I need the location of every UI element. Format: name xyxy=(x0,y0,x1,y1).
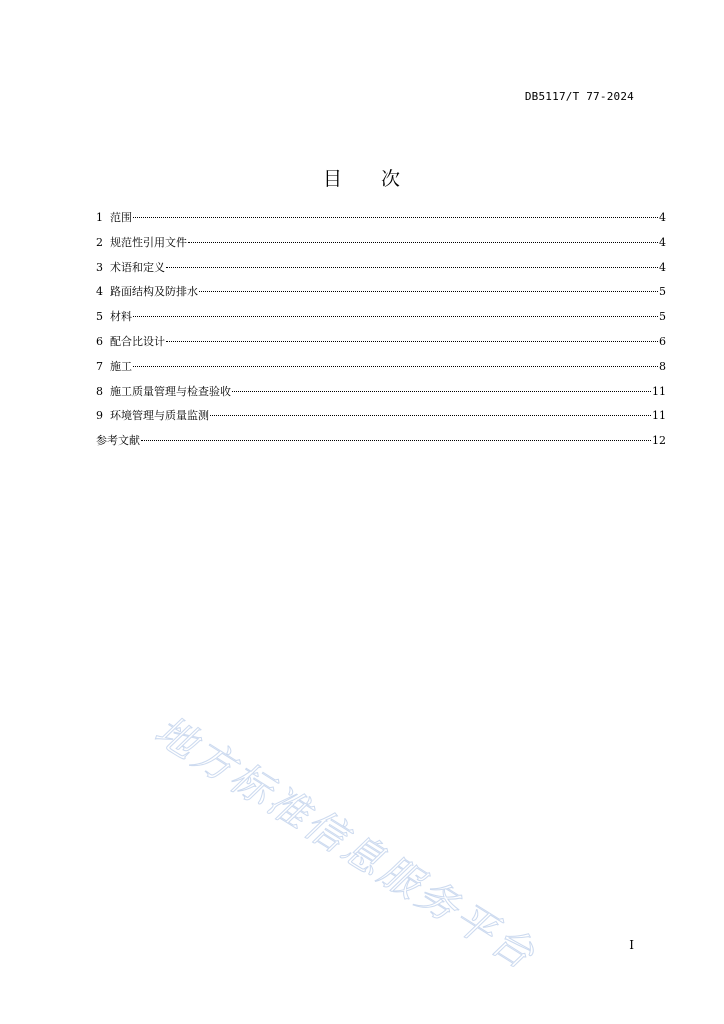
toc-entry-number: 2 xyxy=(96,235,103,249)
toc-title-char-1: 目 xyxy=(322,168,343,190)
toc-entry-title: 材料 xyxy=(110,310,132,324)
toc-dot-leader xyxy=(199,291,658,292)
toc-entry-quality-management[interactable] xyxy=(96,382,666,407)
toc-entry-pavement-structure[interactable] xyxy=(96,282,666,307)
toc-entry-title: 规范性引用文件 xyxy=(110,235,187,249)
toc-entry-number: 4 xyxy=(96,285,103,299)
toc-entry-mix-design[interactable] xyxy=(96,332,666,357)
toc-dot-leader xyxy=(166,341,658,342)
toc-entry-number: 7 xyxy=(96,359,103,373)
toc-entry-number: 6 xyxy=(96,334,103,348)
toc-dot-leader xyxy=(232,391,651,392)
toc-entry-page: 4 xyxy=(659,235,666,249)
toc-entry-materials[interactable] xyxy=(96,307,666,332)
toc-entry-title: 施工 xyxy=(110,359,132,373)
toc-entry-scope[interactable] xyxy=(96,208,666,233)
toc-entry-title: 术语和定义 xyxy=(110,260,165,274)
document-code: DB5117/T 77-2024 xyxy=(524,90,634,103)
toc-entry-number: 5 xyxy=(96,310,103,324)
toc-entry-environment-management[interactable] xyxy=(96,406,666,431)
toc-entry-page: 5 xyxy=(659,285,666,299)
toc-entry-title: 施工质量管理与检查验收 xyxy=(110,384,231,398)
toc-entry-bibliography[interactable] xyxy=(96,431,666,456)
toc-dot-leader xyxy=(133,316,658,317)
watermark-text: 地方标准信息服务平台 xyxy=(146,707,545,980)
toc-entry-page: 6 xyxy=(659,334,666,348)
toc-entry-page: 11 xyxy=(652,409,666,423)
toc-entry-title: 范围 xyxy=(110,211,132,224)
toc-title xyxy=(0,164,724,191)
toc-dot-leader xyxy=(141,440,651,441)
toc-entry-page: 8 xyxy=(659,359,666,373)
toc-entry-title: 环境管理与质量监测 xyxy=(110,409,209,423)
toc-entry-page: 4 xyxy=(659,211,666,224)
toc-entry-number: 1 xyxy=(96,211,103,224)
toc-dot-leader xyxy=(133,366,658,367)
toc-entry-normative-references[interactable] xyxy=(96,233,666,258)
toc-entry-construction[interactable] xyxy=(96,357,666,382)
toc-entry-number: 8 xyxy=(96,384,103,398)
toc-title-char-2: 次 xyxy=(381,168,402,190)
toc-entry-page: 4 xyxy=(659,260,666,274)
toc-dot-leader xyxy=(188,242,658,243)
toc-entry-page: 11 xyxy=(652,384,666,398)
toc-entry-number: 3 xyxy=(96,260,103,274)
toc-entry-terms-definitions[interactable] xyxy=(96,258,666,283)
toc-entry-page: 5 xyxy=(659,310,666,324)
toc-entry-title: 参考文献 xyxy=(96,434,140,448)
toc-entry-title: 配合比设计 xyxy=(110,334,165,348)
toc-list xyxy=(96,208,666,456)
toc-entry-number: 9 xyxy=(96,409,103,423)
toc-entry-title: 路面结构及防排水 xyxy=(110,285,198,299)
page-number: I xyxy=(629,938,634,952)
toc-dot-leader xyxy=(133,217,658,218)
toc-dot-leader xyxy=(166,267,658,268)
toc-entry-page: 12 xyxy=(652,434,666,448)
toc-dot-leader xyxy=(210,415,651,416)
